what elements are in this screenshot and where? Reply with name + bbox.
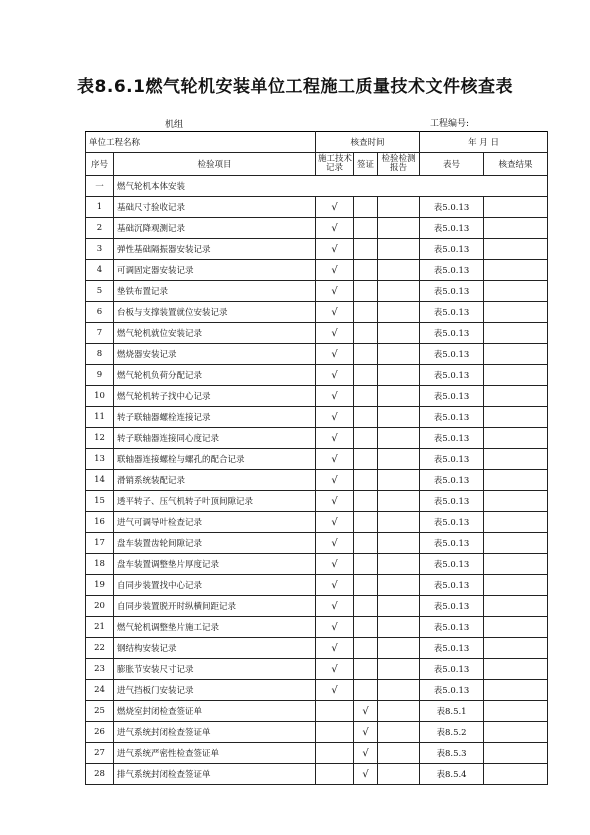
row-tech-record[interactable]: √	[316, 638, 354, 659]
row-seq: 21	[86, 617, 114, 638]
row-form-no: 表5.0.13	[420, 617, 484, 638]
row-tech-record[interactable]: √	[316, 323, 354, 344]
row-result[interactable]	[484, 617, 548, 638]
unit-name-label: 单位工程名称	[86, 132, 316, 153]
table-row	[86, 470, 548, 491]
table-row	[86, 386, 548, 407]
row-item-name: 燃气轮机转子找中心记录	[114, 386, 316, 407]
row-seq: 16	[86, 512, 114, 533]
row-form-no: 表5.0.13	[420, 449, 484, 470]
row-test-report[interactable]	[378, 218, 420, 239]
row-result[interactable]	[484, 407, 548, 428]
row-test-report[interactable]	[378, 302, 420, 323]
row-item-name: 可调固定器安装记录	[114, 260, 316, 281]
table-row	[86, 722, 548, 743]
row-result[interactable]	[484, 722, 548, 743]
row-seq: 22	[86, 638, 114, 659]
row-item-name: 盘车装置齿轮间隙记录	[114, 533, 316, 554]
row-sign[interactable]	[354, 575, 378, 596]
row-tech-record[interactable]	[316, 722, 354, 743]
row-result[interactable]	[484, 512, 548, 533]
row-form-no: 表5.0.13	[420, 197, 484, 218]
row-seq: 1	[86, 197, 114, 218]
row-test-report[interactable]	[378, 386, 420, 407]
row-test-report[interactable]	[378, 680, 420, 701]
row-test-report[interactable]	[378, 470, 420, 491]
row-form-no: 表5.0.13	[420, 323, 484, 344]
row-item-name: 燃气轮机负荷分配记录	[114, 365, 316, 386]
row-tech-record[interactable]	[316, 701, 354, 722]
row-test-report[interactable]	[378, 281, 420, 302]
row-tech-record[interactable]: √	[316, 428, 354, 449]
row-result[interactable]	[484, 260, 548, 281]
row-sign[interactable]	[354, 428, 378, 449]
row-item-name: 转子联轴器螺栓连接记录	[114, 407, 316, 428]
row-sign[interactable]	[354, 302, 378, 323]
row-sign[interactable]: √	[354, 764, 378, 785]
row-form-no: 表8.5.3	[420, 743, 484, 764]
table-row	[86, 638, 548, 659]
table-row	[86, 596, 548, 617]
row-result[interactable]	[484, 638, 548, 659]
row-tech-record[interactable]: √	[316, 386, 354, 407]
col-header-test-report-line1: 检验检测	[381, 154, 416, 164]
row-test-report[interactable]	[378, 407, 420, 428]
row-test-report[interactable]	[378, 743, 420, 764]
row-tech-record[interactable]: √	[316, 554, 354, 575]
row-item-name: 自同步装置脱开时纵横间距记录	[114, 596, 316, 617]
row-result[interactable]	[484, 701, 548, 722]
row-seq: 3	[86, 239, 114, 260]
row-seq: 19	[86, 575, 114, 596]
table-row	[86, 701, 548, 722]
row-sign[interactable]	[354, 281, 378, 302]
row-tech-record[interactable]: √	[316, 575, 354, 596]
row-item-name: 盘车装置调整垫片厚度记录	[114, 554, 316, 575]
row-item-name: 进气系统严密性检查签证单	[114, 743, 316, 764]
row-form-no: 表5.0.13	[420, 218, 484, 239]
row-tech-record[interactable]: √	[316, 617, 354, 638]
row-tech-record[interactable]: √	[316, 491, 354, 512]
row-test-report[interactable]	[378, 197, 420, 218]
row-form-no: 表5.0.13	[420, 680, 484, 701]
table-row	[86, 218, 548, 239]
row-form-no: 表5.0.13	[420, 386, 484, 407]
row-form-no: 表8.5.1	[420, 701, 484, 722]
row-sign[interactable]	[354, 218, 378, 239]
row-item-name: 膨胀节安装尺寸记录	[114, 659, 316, 680]
section-row	[86, 176, 548, 197]
row-test-report[interactable]	[378, 323, 420, 344]
row-item-name: 基础沉降观测记录	[114, 218, 316, 239]
row-result[interactable]	[484, 365, 548, 386]
row-result[interactable]	[484, 470, 548, 491]
row-item-name: 弹性基础隔振器安装记录	[114, 239, 316, 260]
row-tech-record[interactable]: √	[316, 197, 354, 218]
row-sign[interactable]	[354, 554, 378, 575]
table-row	[86, 281, 548, 302]
row-test-report[interactable]	[378, 638, 420, 659]
row-tech-record[interactable]: √	[316, 533, 354, 554]
row-item-name: 联轴器连接螺栓与螺孔的配合记录	[114, 449, 316, 470]
col-header-tech-record-line1: 施工技术	[318, 154, 353, 164]
table-row	[86, 323, 548, 344]
row-seq: 12	[86, 428, 114, 449]
row-test-report[interactable]	[378, 533, 420, 554]
row-test-report[interactable]	[378, 596, 420, 617]
row-sign[interactable]	[354, 680, 378, 701]
row-seq: 25	[86, 701, 114, 722]
row-sign[interactable]: √	[354, 701, 378, 722]
row-result[interactable]	[484, 554, 548, 575]
check-date-field[interactable]: 年 月 日	[420, 132, 548, 153]
row-result[interactable]	[484, 575, 548, 596]
row-tech-record[interactable]: √	[316, 659, 354, 680]
table-row	[86, 365, 548, 386]
row-tech-record[interactable]: √	[316, 407, 354, 428]
header-row-2	[86, 153, 548, 176]
row-sign[interactable]	[354, 197, 378, 218]
row-form-no: 表8.5.4	[420, 764, 484, 785]
row-seq: 20	[86, 596, 114, 617]
row-test-report[interactable]	[378, 449, 420, 470]
row-test-report[interactable]	[378, 764, 420, 785]
row-item-name: 燃烧室封闭检查签证单	[114, 701, 316, 722]
row-form-no: 表8.5.2	[420, 722, 484, 743]
row-sign[interactable]	[354, 260, 378, 281]
header-row-1	[86, 132, 548, 153]
row-test-report[interactable]	[378, 701, 420, 722]
row-result[interactable]	[484, 743, 548, 764]
row-seq: 6	[86, 302, 114, 323]
row-seq: 4	[86, 260, 114, 281]
table-row	[86, 512, 548, 533]
row-tech-record[interactable]: √	[316, 302, 354, 323]
row-test-report[interactable]	[378, 260, 420, 281]
row-sign[interactable]	[354, 491, 378, 512]
col-header-result: 核查结果	[484, 153, 548, 176]
row-test-report[interactable]	[378, 428, 420, 449]
row-form-no: 表5.0.13	[420, 407, 484, 428]
row-item-name: 进气可调导叶检查记录	[114, 512, 316, 533]
row-result[interactable]	[484, 428, 548, 449]
row-seq: 2	[86, 218, 114, 239]
col-header-test-report	[378, 153, 420, 176]
table-row	[86, 680, 548, 701]
row-form-no: 表5.0.13	[420, 533, 484, 554]
col-header-test-report-line2: 报告	[390, 163, 408, 173]
row-form-no: 表5.0.13	[420, 428, 484, 449]
row-result[interactable]	[484, 239, 548, 260]
table-row	[86, 617, 548, 638]
row-form-no: 表5.0.13	[420, 344, 484, 365]
row-sign[interactable]	[354, 344, 378, 365]
table-row	[86, 197, 548, 218]
table-row	[86, 575, 548, 596]
check-time-label: 核查时间	[316, 132, 420, 153]
row-sign[interactable]	[354, 512, 378, 533]
row-sign[interactable]	[354, 533, 378, 554]
row-tech-record[interactable]: √	[316, 470, 354, 491]
col-header-sign: 签证	[354, 153, 378, 176]
project-code-label: 工程编号:	[430, 119, 470, 129]
row-form-no: 表5.0.13	[420, 260, 484, 281]
table-row	[86, 659, 548, 680]
row-form-no: 表5.0.13	[420, 659, 484, 680]
row-form-no: 表5.0.13	[420, 239, 484, 260]
row-form-no: 表5.0.13	[420, 596, 484, 617]
table-row	[86, 428, 548, 449]
row-tech-record[interactable]: √	[316, 260, 354, 281]
row-form-no: 表5.0.13	[420, 575, 484, 596]
row-result[interactable]	[484, 764, 548, 785]
row-test-report[interactable]	[378, 239, 420, 260]
row-seq: 8	[86, 344, 114, 365]
row-seq: 11	[86, 407, 114, 428]
row-test-report[interactable]	[378, 722, 420, 743]
row-result[interactable]	[484, 344, 548, 365]
row-seq: 27	[86, 743, 114, 764]
row-form-no: 表5.0.13	[420, 491, 484, 512]
row-item-name: 进气挡板门安装记录	[114, 680, 316, 701]
col-header-form-no: 表号	[420, 153, 484, 176]
row-form-no: 表5.0.13	[420, 512, 484, 533]
row-tech-record[interactable]: √	[316, 680, 354, 701]
row-test-report[interactable]	[378, 365, 420, 386]
row-seq: 14	[86, 470, 114, 491]
row-sign[interactable]	[354, 323, 378, 344]
col-header-tech-record-line2: 记录	[326, 163, 344, 173]
row-result[interactable]	[484, 491, 548, 512]
table-row	[86, 407, 548, 428]
inspection-table	[85, 131, 548, 785]
row-tech-record[interactable]: √	[316, 449, 354, 470]
row-result[interactable]	[484, 533, 548, 554]
row-sign[interactable]	[354, 596, 378, 617]
row-test-report[interactable]	[378, 512, 420, 533]
table-row	[86, 491, 548, 512]
table-row	[86, 260, 548, 281]
row-tech-record[interactable]: √	[316, 239, 354, 260]
row-seq: 24	[86, 680, 114, 701]
row-seq: 7	[86, 323, 114, 344]
row-item-name: 钢结构安装记录	[114, 638, 316, 659]
table-row	[86, 302, 548, 323]
row-seq: 15	[86, 491, 114, 512]
row-test-report[interactable]	[378, 491, 420, 512]
row-item-name: 透平转子、压气机转子叶顶间隙记录	[114, 491, 316, 512]
row-sign[interactable]: √	[354, 743, 378, 764]
unit-label: 机组	[165, 120, 184, 130]
row-seq: 10	[86, 386, 114, 407]
row-form-no: 表5.0.13	[420, 470, 484, 491]
row-item-name: 排气系统封闭检查签证单	[114, 764, 316, 785]
row-sign[interactable]	[354, 470, 378, 491]
row-seq: 23	[86, 659, 114, 680]
row-tech-record[interactable]: √	[316, 512, 354, 533]
row-tech-record[interactable]: √	[316, 218, 354, 239]
page-title: 表8.6.1燃气轮机安装单位工程施工质量技术文件核查表	[77, 77, 513, 97]
row-item-name: 转子联轴器连接同心度记录	[114, 428, 316, 449]
row-item-name: 燃气轮机就位安装记录	[114, 323, 316, 344]
table-row	[86, 743, 548, 764]
table-row	[86, 239, 548, 260]
row-item-name: 燃烧器安装记录	[114, 344, 316, 365]
row-result[interactable]	[484, 449, 548, 470]
row-result[interactable]	[484, 386, 548, 407]
row-result[interactable]	[484, 218, 548, 239]
row-seq: 13	[86, 449, 114, 470]
row-item-name: 垫铁布置记录	[114, 281, 316, 302]
row-seq: 28	[86, 764, 114, 785]
row-item-name: 进气系统封闭检查签证单	[114, 722, 316, 743]
row-tech-record[interactable]	[316, 743, 354, 764]
row-result[interactable]	[484, 323, 548, 344]
row-result[interactable]	[484, 596, 548, 617]
row-seq: 9	[86, 365, 114, 386]
row-form-no: 表5.0.13	[420, 302, 484, 323]
row-form-no: 表5.0.13	[420, 365, 484, 386]
row-sign[interactable]	[354, 449, 378, 470]
table-row	[86, 344, 548, 365]
col-header-seq: 序号	[86, 153, 114, 176]
table-row	[86, 554, 548, 575]
row-test-report[interactable]	[378, 617, 420, 638]
row-result[interactable]	[484, 281, 548, 302]
col-header-item: 检验项目	[114, 153, 316, 176]
row-result[interactable]	[484, 680, 548, 701]
row-item-name: 燃气轮机调整垫片施工记录	[114, 617, 316, 638]
row-seq: 26	[86, 722, 114, 743]
row-item-name: 自同步装置找中心记录	[114, 575, 316, 596]
row-sign[interactable]	[354, 638, 378, 659]
row-item-name: 滑销系统装配记录	[114, 470, 316, 491]
table-row	[86, 449, 548, 470]
row-test-report[interactable]	[378, 659, 420, 680]
row-tech-record[interactable]: √	[316, 281, 354, 302]
row-seq: 18	[86, 554, 114, 575]
row-item-name: 基础尺寸验收记录	[114, 197, 316, 218]
section-name: 燃气轮机本体安装	[114, 176, 548, 197]
row-sign[interactable]	[354, 365, 378, 386]
row-sign[interactable]	[354, 386, 378, 407]
col-header-tech-record	[316, 153, 354, 176]
row-test-report[interactable]	[378, 344, 420, 365]
row-result[interactable]	[484, 197, 548, 218]
row-item-name: 台板与支撑装置就位安装记录	[114, 302, 316, 323]
row-form-no: 表5.0.13	[420, 554, 484, 575]
table-row	[86, 764, 548, 785]
table-row	[86, 533, 548, 554]
row-sign[interactable]: √	[354, 722, 378, 743]
row-sign[interactable]	[354, 617, 378, 638]
row-tech-record[interactable]: √	[316, 365, 354, 386]
row-tech-record[interactable]: √	[316, 596, 354, 617]
row-tech-record[interactable]	[316, 764, 354, 785]
row-sign[interactable]	[354, 239, 378, 260]
row-form-no: 表5.0.13	[420, 281, 484, 302]
row-form-no: 表5.0.13	[420, 638, 484, 659]
row-sign[interactable]	[354, 659, 378, 680]
row-seq: 5	[86, 281, 114, 302]
row-tech-record[interactable]: √	[316, 344, 354, 365]
section-seq: 一	[86, 176, 114, 197]
row-seq: 17	[86, 533, 114, 554]
row-test-report[interactable]	[378, 575, 420, 596]
row-result[interactable]	[484, 302, 548, 323]
row-sign[interactable]	[354, 407, 378, 428]
row-test-report[interactable]	[378, 554, 420, 575]
row-result[interactable]	[484, 659, 548, 680]
